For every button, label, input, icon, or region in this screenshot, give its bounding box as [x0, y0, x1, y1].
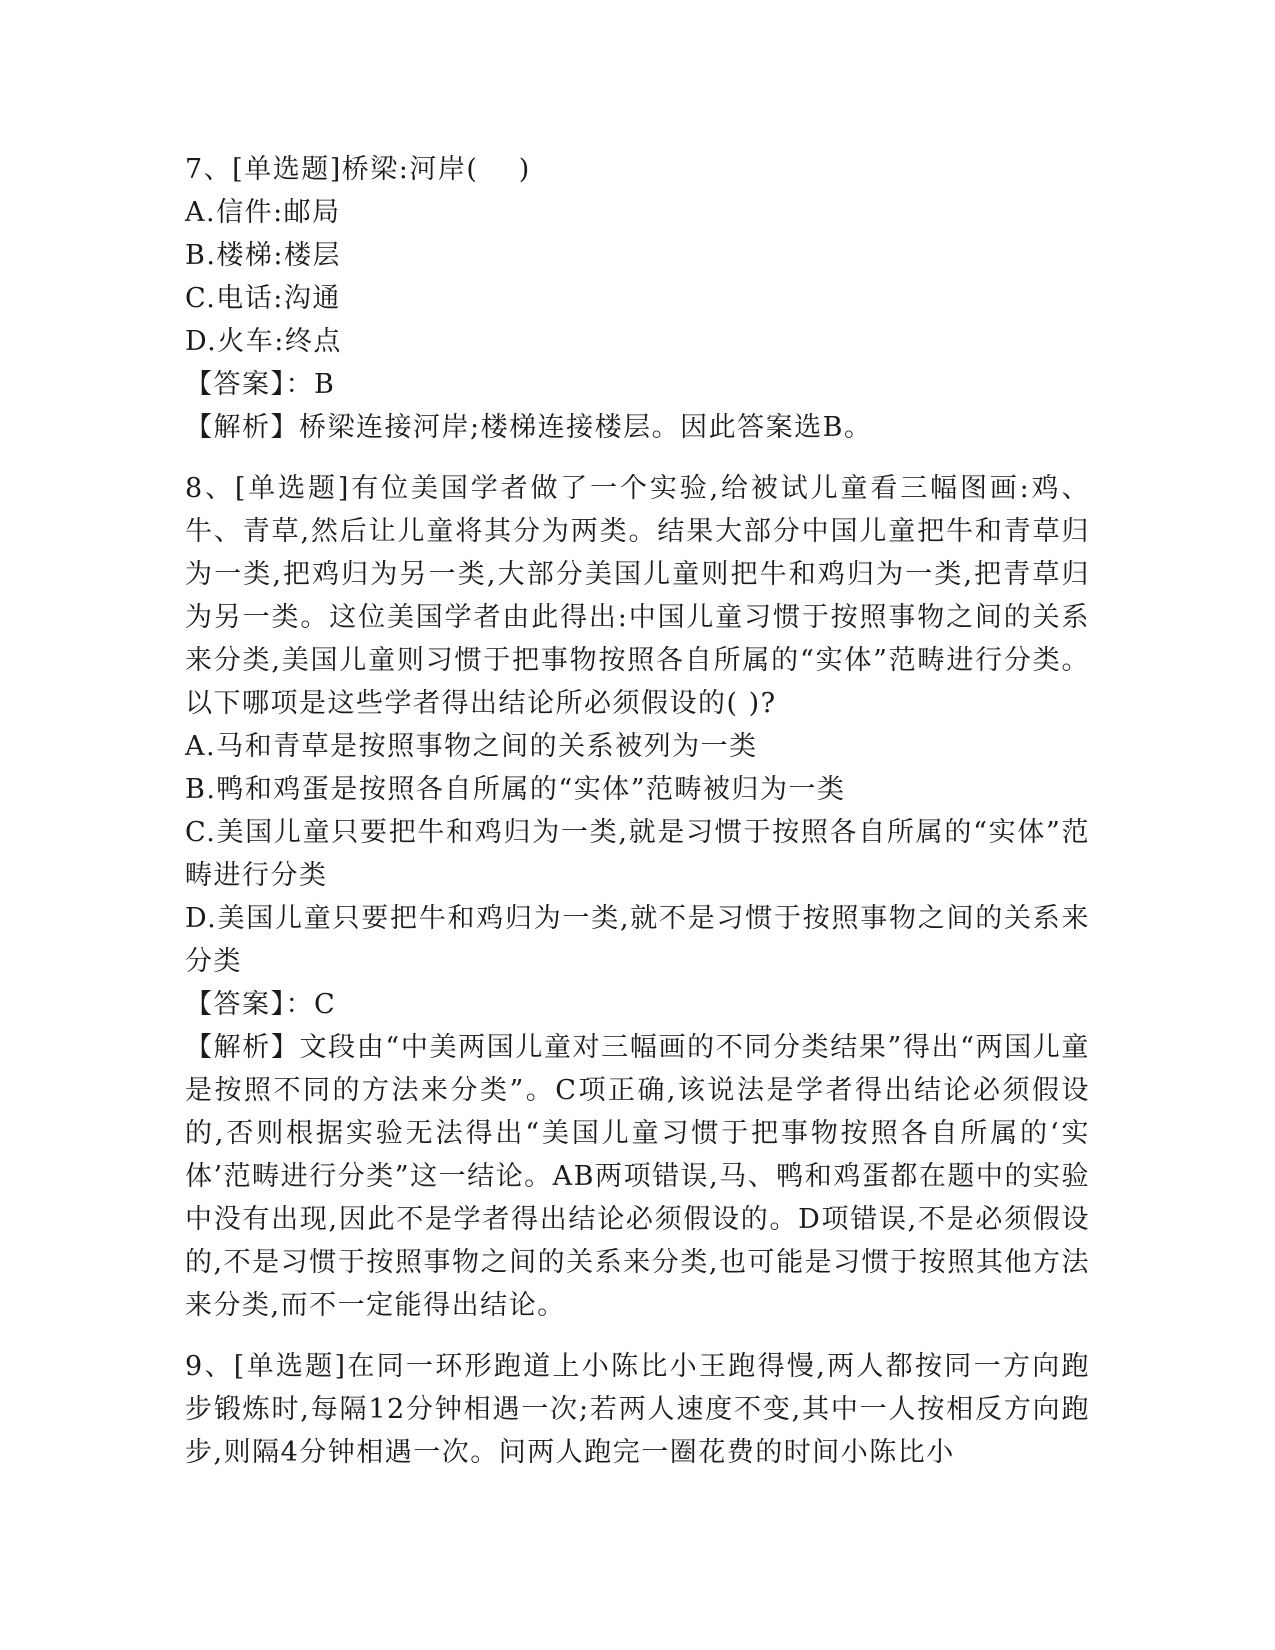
option-a: A.马和青草是按照事物之间的关系被列为一类 [185, 731, 758, 762]
analysis: 【解析】桥梁连接河岸;楼梯连接楼层。因此答案选B。 [185, 412, 873, 443]
question-8 [185, 467, 1090, 1327]
answer: 【答案】：B [185, 369, 336, 400]
option-d: D.美国儿童只要把牛和鸡归为一类,就不是习惯于按照事物之间的关系来分类 [185, 903, 1090, 977]
option-c: C.美国儿童只要把牛和鸡归为一类,就是习惯于按照各自所属的“实体”范畴进行分类 [185, 817, 1090, 891]
question-9 [185, 1345, 1090, 1474]
question-stem: 8、[单选题]有位美国学者做了一个实验,给被试儿童看三幅图画:鸡、牛、青草,然后让儿童将其分为两类。结果大部分中国儿童把牛和青草归为一类,把鸡归为另一类,大部分美国儿童则把牛和鸡归为一类,把青草归为另一类。这位美国学者由此得出:中国儿童习惯于按照事物之间的关系来分类,美国儿童则习惯于把事物按照各自所属的“实体”范畴进行分类。以下哪项是这些学者得出结论所必须假设的( )? [185, 473, 1090, 719]
answer: 【答案】：C [185, 989, 337, 1020]
option-a: A.信件:邮局 [185, 197, 341, 228]
question-7 [185, 148, 1090, 449]
analysis: 【解析】文段由“中美两国儿童对三幅画的不同分类结果”得出“两国儿童是按照不同的方法来分类”。C项正确,该说法是学者得出结论必须假设的,否则根据实验无法得出“美国儿童习惯于把事物按照各自所属的‘实体’范畴进行分类”这一结论。AB两项错误,马、鸭和鸡蛋都在题中的实验中没有出现,因此不是学者得出结论必须假设的。D项错误,不是必须假设的,不是习惯于按照事物之间的关系来分类,也可能是习惯于按照其他方法来分类,而不一定能得出结论。 [185, 1032, 1090, 1321]
option-b: B.鸭和鸡蛋是按照各自所属的“实体”范畴被归为一类 [185, 774, 846, 805]
question-stem: 7、[单选题]桥梁:河岸( ) [185, 154, 531, 185]
option-b: B.楼梯:楼层 [185, 240, 342, 271]
question-stem: 9、[单选题]在同一环形跑道上小陈比小王跑得慢,两人都按同一方向跑步锻炼时,每隔12分钟相遇一次;若两人速度不变,其中一人按相反方向跑步,则隔4分钟相遇一次。问两人跑完一圈花费的时间小陈比小 [185, 1351, 1090, 1468]
option-d: D.火车:终点 [185, 326, 342, 357]
option-c: C.电话:沟通 [185, 283, 341, 314]
document-page [185, 148, 1090, 1474]
